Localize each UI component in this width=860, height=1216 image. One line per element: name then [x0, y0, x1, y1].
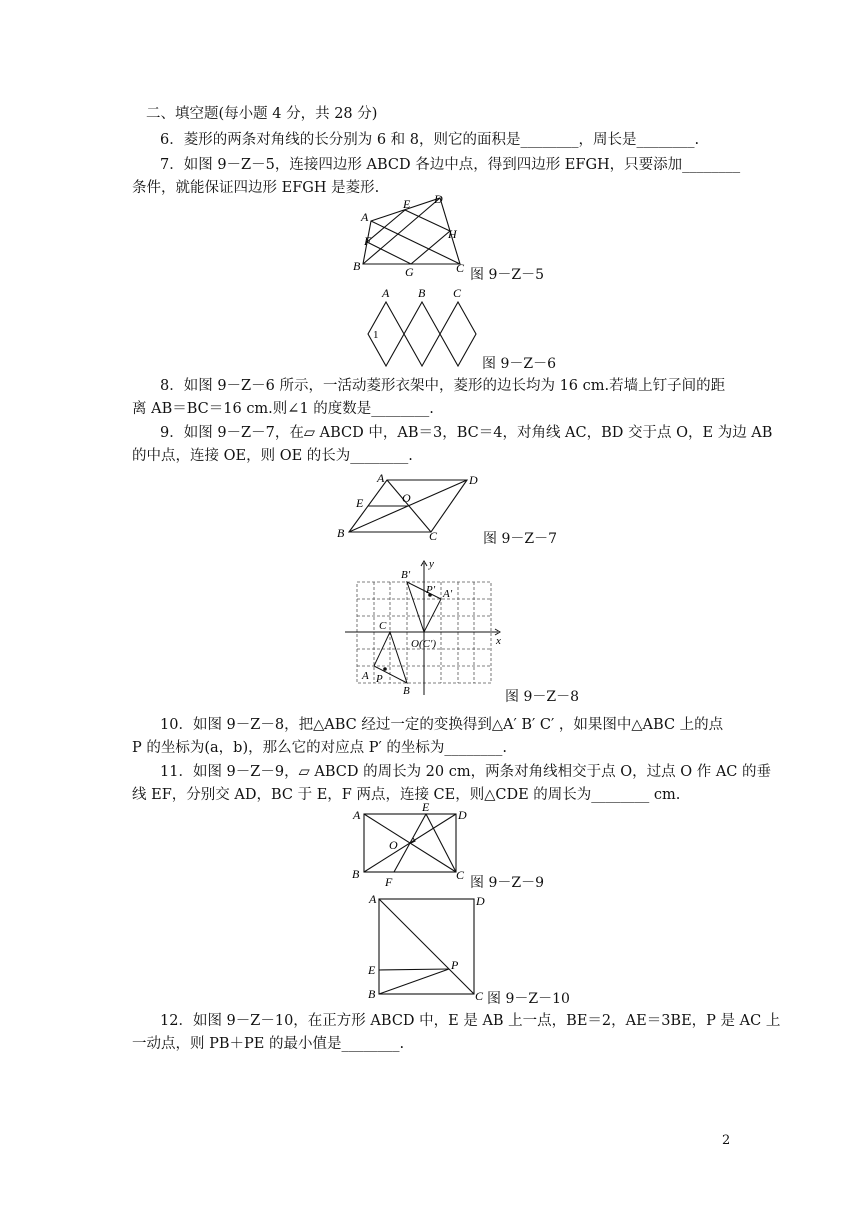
fig8-label-a-prime: A′ — [443, 588, 453, 600]
fig10-label-d: D — [476, 894, 485, 908]
fig5-label-b: B — [353, 259, 361, 273]
figure-9-z-10 — [362, 888, 485, 1003]
section-title: 二、填空题(每小题 4 分，共 28 分) — [146, 106, 378, 122]
question-11-line1: 11．如图 9－Z－9，▱ ABCD 的周长为 20 cm，两条对角线相交于点 O，过点 O 作 AC 的垂 — [160, 764, 771, 780]
figure-9-z-6 — [362, 284, 482, 370]
fig9-label-b: B — [352, 867, 360, 881]
fig8-label-x: x — [496, 635, 501, 647]
question-7-line2: 条件，就能保证四边形 EFGH 是菱形. — [132, 180, 380, 196]
fig8-point-p — [383, 667, 387, 671]
question-12-line1: 12．如图 9－Z－10，在正方形 ABCD 中，E 是 AB 上一点，BE＝2，AE＝3BE，P 是 AC 上 — [160, 1013, 781, 1029]
figure-9-z-8 — [340, 555, 510, 700]
fig5-label-f: F — [364, 234, 372, 248]
fig6-label-c: C — [453, 286, 462, 300]
fig10-label-e: E — [368, 963, 376, 977]
fig7-label-o: O — [402, 491, 411, 505]
question-10-line1: 10．如图 9－Z－8，把△ABC 经过一定的变换得到△A′ B′ C′ ，如果图中△ABC 上的点 — [160, 717, 724, 733]
fig6-label-b: B — [418, 286, 426, 300]
fig9-label-d: D — [458, 808, 467, 822]
fig10-label-a: A — [369, 892, 377, 906]
fig8-label-b: B — [403, 685, 410, 697]
fig5-label-h: H — [448, 227, 457, 241]
question-7-line1: 7．如图 9－Z－5，连接四边形 ABCD 各边中点，得到四边形 EFGH，只要添加________ — [160, 157, 741, 173]
figure-9-z-8-caption: 图 9－Z－8 — [505, 689, 579, 705]
fig6-label-a: A — [382, 286, 390, 300]
fig8-label-o-c-prime: O(C′) — [411, 638, 437, 650]
question-9-line1: 9．如图 9－Z－7，在▱ ABCD 中，AB＝3，BC＝4，对角线 AC，BD 交于点 O，E 为边 AB — [160, 425, 773, 441]
fig7-label-c: C — [429, 529, 438, 543]
fig5-label-e: E — [403, 197, 411, 211]
question-9-line2: 的中点，连接 OE，则 OE 的长为________. — [132, 448, 413, 464]
fig7-label-d: D — [469, 473, 478, 487]
figure-9-z-6-caption: 图 9－Z－6 — [482, 356, 556, 372]
fig6-label-angle-1: 1 — [373, 329, 379, 341]
question-6: 6．菱形的两条对角线的长分别为 6 和 8，则它的面积是________，周长是________. — [160, 132, 700, 148]
fig8-label-a: A — [362, 670, 369, 682]
fig7-label-e: E — [356, 496, 364, 510]
figure-9-z-9-caption: 图 9－Z－9 — [470, 875, 544, 891]
fig8-label-p: P — [376, 673, 383, 685]
figure-9-z-10-caption: 图 9－Z－10 — [487, 991, 570, 1007]
fig5-label-a: A — [361, 210, 369, 224]
figure-9-z-7-caption: 图 9－Z－7 — [483, 531, 557, 547]
figure-9-z-5-caption: 图 9－Z－5 — [470, 267, 544, 283]
figure-9-z-7 — [335, 470, 485, 542]
fig5-label-g: G — [405, 265, 414, 279]
fig5-label-d: D — [434, 192, 443, 206]
question-8-line1: 8．如图 9－Z－6 所示，一活动菱形衣架中，菱形的边长均为 16 cm.若墙上钉子间的距 — [160, 378, 726, 394]
fig10-label-b: B — [368, 987, 376, 1001]
question-11-line2: 线 EF，分别交 AD，BC 于 E，F 两点，连接 CE，则△CDE 的周长为________ cm. — [132, 787, 681, 803]
question-12-line2: 一动点，则 PB＋PE 的最小值是________. — [132, 1036, 405, 1052]
figure-9-z-9 — [347, 800, 472, 890]
fig8-label-c: C — [379, 620, 387, 632]
figure-9-z-5 — [345, 190, 475, 280]
fig8-label-y: y — [429, 558, 434, 570]
fig8-label-p-prime: P′ — [426, 584, 436, 596]
fig9-label-a: A — [353, 808, 361, 822]
fig10-label-c: C — [475, 989, 484, 1003]
question-8-line2: 离 AB＝BC＝16 cm.则∠1 的度数是________. — [132, 401, 434, 417]
question-10-line2: P 的坐标为(a，b)，那么它的对应点 P′ 的坐标为________. — [132, 740, 507, 756]
fig9-label-o: O — [389, 838, 398, 852]
fig10-label-p: P — [451, 958, 459, 972]
fig7-label-b: B — [337, 526, 345, 540]
page-number: 2 — [722, 1133, 731, 1148]
fig9-label-c: C — [456, 868, 465, 882]
fig9-label-f: F — [385, 875, 393, 889]
fig8-label-b-prime: B′ — [401, 569, 411, 581]
fig7-label-a: A — [377, 471, 385, 485]
fig5-label-c: C — [456, 261, 465, 275]
fig9-label-e: E — [422, 800, 430, 814]
